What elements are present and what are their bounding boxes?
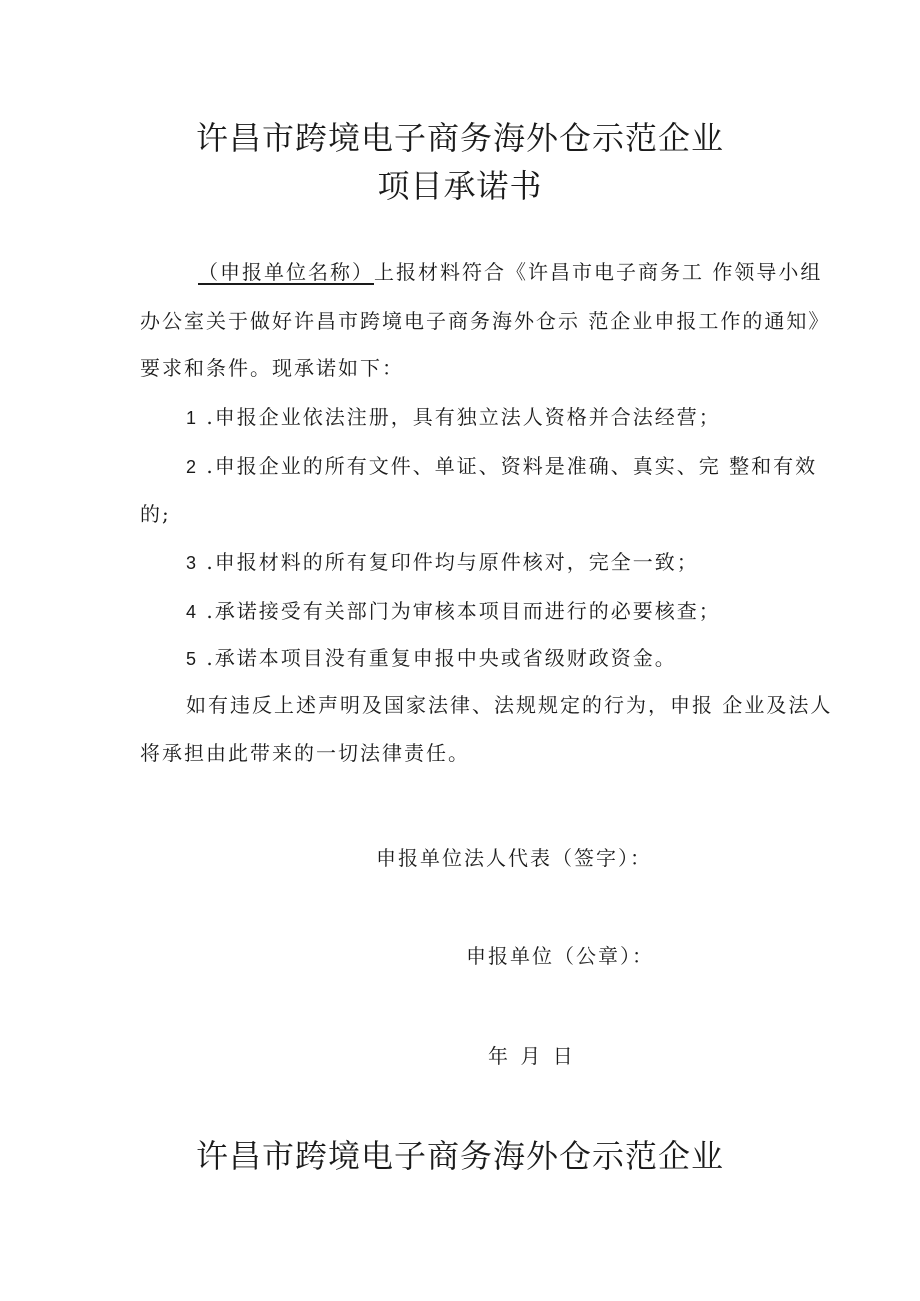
item-text: .申报企业依法注册，具有独立法人资格并合法经营；: [206, 405, 721, 429]
document-title-line1: 许昌市跨境电子商务海外仓示范企业: [195, 119, 724, 157]
commitment-item-2: [186, 450, 817, 479]
commitment-item-4: [186, 595, 721, 624]
next-document-title: 许昌市跨境电子商务海外仓示范企业: [195, 1137, 724, 1175]
item-number: 3: [186, 553, 199, 573]
commitment-item-1: [186, 401, 721, 430]
signature-seal: 申报单位（公章）：: [466, 944, 654, 968]
item-text: .申报材料的所有复印件均与原件核对，完全一致；: [206, 550, 699, 574]
document-title-line2: 项目承诺书: [377, 167, 543, 205]
item-number: 1: [186, 408, 199, 428]
item-text: .申报企业的所有文件、单证、资料是准确、真实、完 整和有效: [206, 454, 818, 478]
closing-line2: 将承担由此带来的一切法律责任。: [140, 741, 470, 765]
para1-line1-rest: 上报材料符合《许昌市电子商务工 作领导小组: [374, 260, 823, 284]
applicant-name-placeholder: （申报单位名称）: [198, 260, 374, 284]
item-text: .承诺接受有关部门为审核本项目而进行的必要核查；: [206, 599, 721, 623]
item-number: 2: [186, 457, 199, 477]
item-text: .承诺本项目没有重复申报中央或省级财政资金。: [206, 646, 677, 670]
item-number: 5: [186, 649, 199, 669]
closing-line1: 如有违反上述声明及国家法律、法规规定的行为，申报 企业及法人: [186, 693, 833, 717]
commitment-item-3: [186, 546, 699, 575]
para1-line1: [198, 256, 822, 285]
para1-line3: 要求和条件。现承诺如下：: [140, 356, 404, 380]
commitment-item-2-continuation: 的;: [140, 502, 171, 526]
para1-line2: 办公室关于做好许昌市跨境电子商务海外仓示 范企业申报工作的通知》: [140, 309, 831, 333]
date-label: 年 月 日: [488, 1044, 576, 1068]
commitment-item-5: [186, 642, 677, 671]
item-number: 4: [186, 602, 199, 622]
signature-representative: 申报单位法人代表（签字）：: [376, 846, 652, 870]
